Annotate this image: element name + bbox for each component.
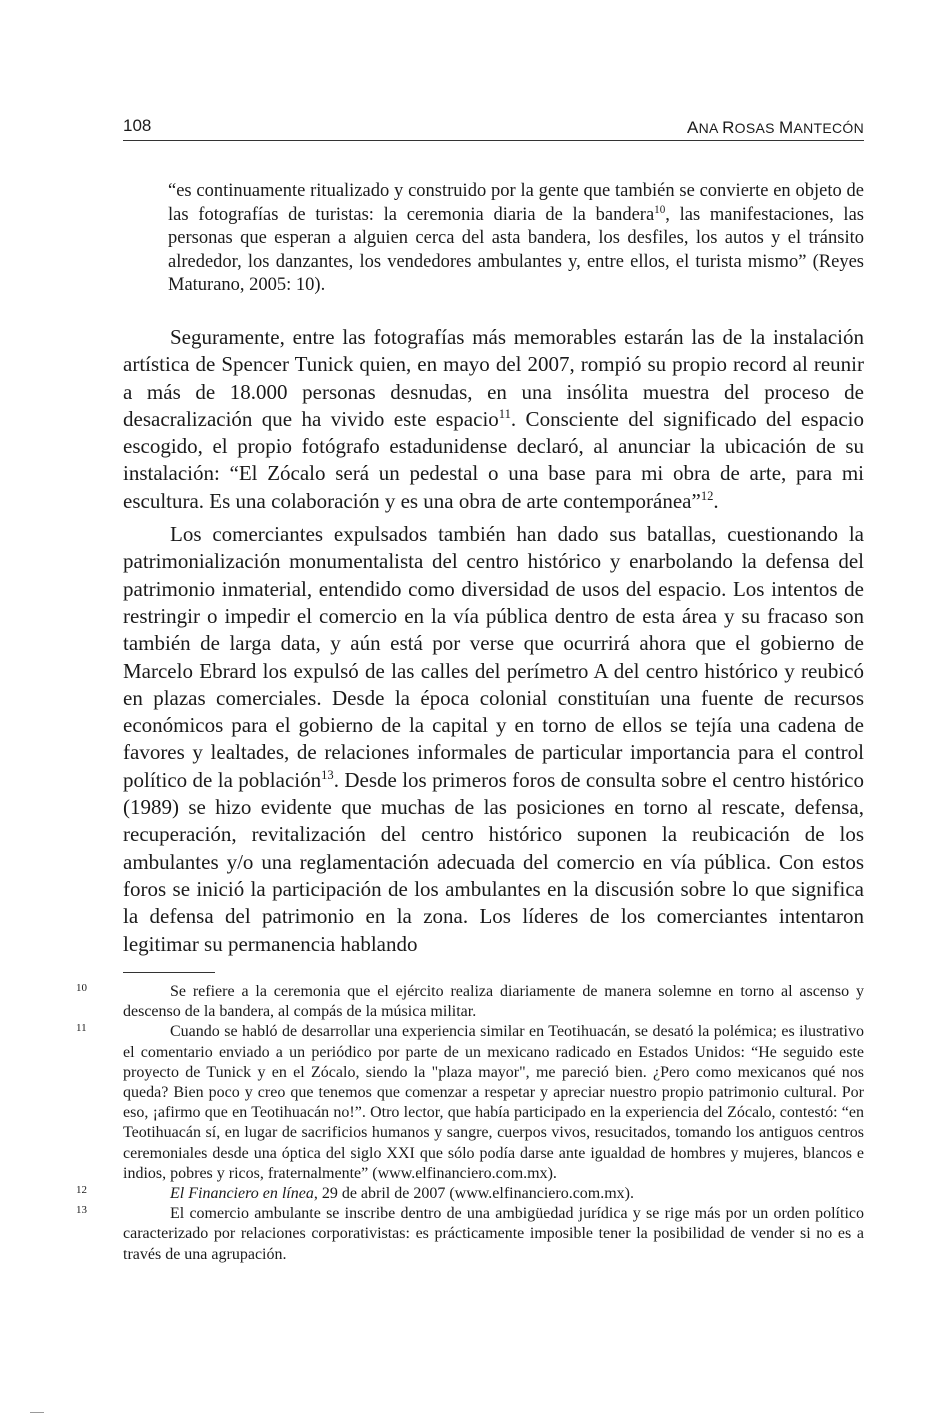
block-quote: “es continuamente ritualizado y construido por la gente que también se convierte en objeto de las fotografías de turistas: la ceremonia diaria de la bandera$^{10}$, las manifestaciones, las personas que esperan a alguien cerca del asta bandera, los desfiles, los autos y el tránsito alrededor, los danzantes, los vendedores ambulantes y, entre ellos, el turista mismo” (Reyes Maturano, 2005: 10). <box>168 181 864 296</box>
footnote: 10 Se refiere a la ceremonia que el ejército realiza diariamente de manera solemne en torno al ascenso y descenso de la bandera, al compás de la música militar. <box>123 982 864 1022</box>
footnotes <box>76 982 864 1265</box>
footnote-ref-12: 12 <box>700 488 714 503</box>
running-header-author: ANA ROSAS MANTECÓN <box>686 118 864 137</box>
footnote: 11 Cuando se habló de desarrollar una experiencia similar en Teotihuacán, se desató la polémica; es ilustrativo el comentario enviado a un periódico por parte de un mexicano radicado en Estados Unidos: “He seguido este proyecto de Tunick y en el Zócalo, siendo la "plaza mayor", me pareció bien. ¿Pero como mexicanos qué nos queda? Bien poco y creo que tenemos que comenzar a respetar y apreciar nuestro propio patrimonio cultural. Por eso, ¡afirmo que en Teotihuacán no!”. Otro lector, que había participado en la experiencia del Zócalo, contestó: “en Teotihuacán sí, en lugar de sacrificios humanos y sangre, cuerpos vivos, resucitados, tomando los antiguos centros ceremoniales desde una óptica del siglo XXI que sólo podía darse ante igualdad de hombres y mujeres, blancos e indios, pobres y ricos, fraternalmente” (www.elfinanciero.com.mx). <box>123 1022 864 1184</box>
footnote-number: 10 <box>76 982 87 994</box>
source-title: El Financiero en línea <box>170 1185 314 1203</box>
footnote-number: 13 <box>76 1204 87 1217</box>
footnote-ref-13: 13 <box>321 767 334 782</box>
footnote-number: 12 <box>76 1184 87 1197</box>
scan-mark <box>30 1412 44 1413</box>
footnote-separator <box>123 972 215 973</box>
paragraph: Los comerciantes expulsados también han dado sus batallas, cuestionando la patrimonialización monumentalista del centro histórico y enarbolando la defensa del patrimonio inmaterial, entendido como diversidad de usos del espacio. Los intentos de restringir o impedir el comercio en la vía pública dentro de esta área y su fracaso son también de larga data, y aún está por verse que ocurrirá ahora que el gobierno de Marcelo Ebrard los expulsó de las calles del perímetro A del centro histórico y reubicó en plazas comerciales. Desde la época colonial constituían una fuente de recursos económicos para el gobierno de la capital y en torno de ellos se tejía una cadena de favores y lealtades, de relaciones informales de particular importancia para el control político de la población$^{13}$. Desde los primeros foros de consulta sobre el centro histórico (1989) se hizo evidente que muchas de las posiciones en torno al rescate, defensa, recuperación, revitalización del centro histórico suponen la reubicación de los ambulantes y/o una reglamentación adecuada del comercio en vía pública. Con estos foros se inició la participación de los ambulantes en la discusión sobre lo que significa la defensa del patrimonio en la zona. Los líderes de los comerciantes intentaron legitimar su permanencia hablando <box>123 522 864 956</box>
footnote-ref-11: 11 <box>498 406 511 421</box>
footnote: 12 El Financiero en línea, 29 de abril de 2007 (www.elfinanciero.com.mx). <box>123 1184 864 1204</box>
paragraph: Seguramente, entre las fotografías más memorables estarán las de la instalación artística de Spencer Tunick quien, en mayo del 2007, rompió su propio record al reunir a más de 18.000 personas desnudas, en una insólita muestra del proceso de desacralización que ha vivido este espacio$^{11}$. Consciente del significado del espacio escogido, el propio fotógrafo estadunidense declaró, al anunciar la ubicación de su instalación: “El Zócalo será un pedestal o una base para mi obra de arte, para mi escultura. Es una colaboración y es una obra de arte contemporánea”$^{12}$. <box>123 325 865 513</box>
footnote-ref-10: 10 <box>654 203 666 216</box>
running-header <box>123 114 864 141</box>
footnote: 13 El comercio ambulante se inscribe dentro de una ambigüedad jurídica y se rige más por un orden político caracterizado por relaciones corporativistas: es prácticamente imposible tener la posibilidad de vender si no es a través de una agrupación. <box>123 1204 864 1265</box>
page-number: 108 <box>123 116 152 135</box>
body-text <box>123 324 864 958</box>
footnote-number: 11 <box>76 1022 87 1035</box>
